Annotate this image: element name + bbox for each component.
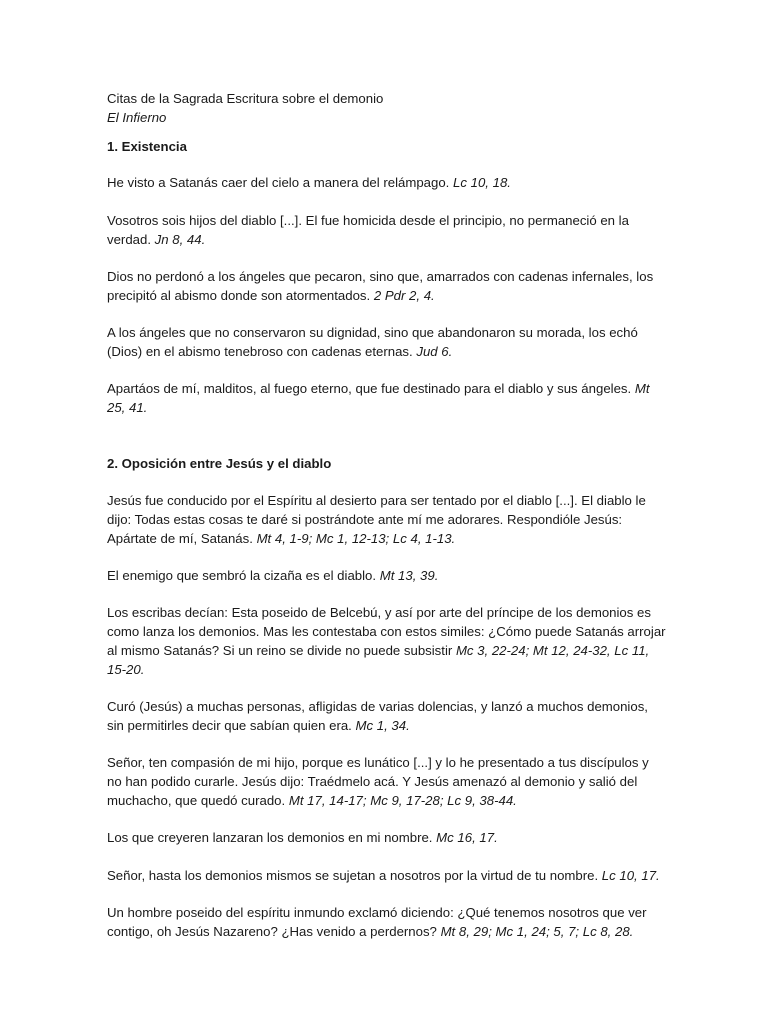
quote-text: Vosotros sois hijos del diablo [...]. El fue homicida desde el principio, no permaneció en la verdad. <box>107 212 629 247</box>
paragraph <box>107 380 667 418</box>
quote-text: Apartáos de mí, malditos, al fuego eterno, que fue destinado para el diablo y sus ángeles. <box>107 381 632 397</box>
title-block <box>107 90 667 128</box>
paragraph <box>107 867 667 886</box>
scripture-reference: Mc 1, 34. <box>355 717 410 733</box>
quote-text: He visto a Satanás caer del cielo a manera del relámpago. <box>107 175 450 191</box>
paragraph <box>107 212 667 250</box>
scripture-reference: Mt 25, 41. <box>107 381 650 416</box>
paragraph <box>107 754 667 810</box>
scripture-reference: Lc 10, 17. <box>601 867 660 883</box>
paragraph <box>107 174 667 193</box>
section-spacer <box>107 437 667 456</box>
scripture-reference: Mt 4, 1-9; Mc 1, 12-13; Lc 4, 1-13. <box>256 530 456 546</box>
scripture-reference: Lc 10, 18. <box>453 175 511 191</box>
section-heading-oposicion: 2. Oposición entre Jesús y el diablo <box>107 456 332 472</box>
scripture-reference: Mc 3, 22-24; Mt 12, 24-32, Lc 11, 15-20. <box>107 642 650 677</box>
paragraph <box>107 268 667 306</box>
quote-text: Curó (Jesús) a muchas personas, afligidas de varias dolencias, y lanzó a muchos demonios, sin permitirles decir que sabían quien era. <box>107 699 648 733</box>
scripture-reference: Jud 6. <box>416 343 453 359</box>
scripture-reference: Mt 17, 14-17; Mc 9, 17-28; Lc 9, 38-44. <box>288 792 517 808</box>
quote-text: Jesús fue conducido por el Espíritu al desierto para ser tentado por el diablo [...]. El diablo le dijo: Todas estas cosas te daré si postrándote ante mí me adorares. Respondióle Jesús: Apártate de mí, Satanás. <box>107 492 646 546</box>
paragraph <box>107 324 667 362</box>
paragraph <box>107 904 667 942</box>
scripture-reference: Mt 13, 39. <box>379 567 439 583</box>
document-subtitle: El Infierno <box>107 109 167 125</box>
quote-text: Dios no perdonó a los ángeles que pecaron, sino que, amarrados con cadenas infernales, los precipitó al abismo donde son atormentados. <box>107 268 654 303</box>
quote-text: Señor, ten compasión de mi hijo, porque es lunático [...] y lo he presentado a tus discípulos y no han podido curarle. Jesús dijo: Traédmelo acá. Y Jesús amenazó al demonio y salió del muchacho, que quedó curado. <box>107 755 649 808</box>
scripture-reference: Mt 8, 29; Mc 1, 24; 5, 7; Lc 8, 28. <box>440 923 634 939</box>
paragraph <box>107 604 667 679</box>
paragraph <box>107 829 667 848</box>
scripture-reference: 2 Pdr 2, 4. <box>373 287 435 303</box>
quote-text: Los que creyeren lanzaran los demonios en mi nombre. <box>107 830 433 846</box>
document-page <box>107 90 667 960</box>
quote-text: Señor, hasta los demonios mismos se sujetan a nosotros por la virtud de tu nombre. <box>107 867 602 883</box>
section-heading-existencia: 1. Existencia <box>107 138 187 154</box>
quote-text: Un hombre poseido del espíritu inmundo exclamó diciendo: ¿Qué tenemos nosotros que ver contigo, oh Jesús Nazareno? ¿Has venido a perdernos? <box>107 905 647 939</box>
scripture-reference: Jn 8, 44. <box>154 231 206 247</box>
paragraph <box>107 492 667 548</box>
document-title: Citas de la Sagrada Escritura sobre el demonio <box>107 91 384 106</box>
quote-text: El enemigo que sembró la cizaña es el diablo. <box>107 567 377 583</box>
paragraph <box>107 567 667 586</box>
quote-text: A los ángeles que no conservaron su dignidad, sino que abandonaron su morada, los echó (Dios) en el abismo tenebroso con cadenas eternas. <box>107 325 638 359</box>
paragraph <box>107 698 667 736</box>
quote-text: Los escribas decían: Esta poseido de Belcebú, y así por arte del príncipe de los demonios es como lanza los demonios. Mas les contestaba con estos similes: ¿Cómo puede Satanás arrojar al mismo Satanás? Si un reino se divide no puede subsistir <box>107 605 666 658</box>
scripture-reference: Mc 16, 17. <box>436 830 498 846</box>
